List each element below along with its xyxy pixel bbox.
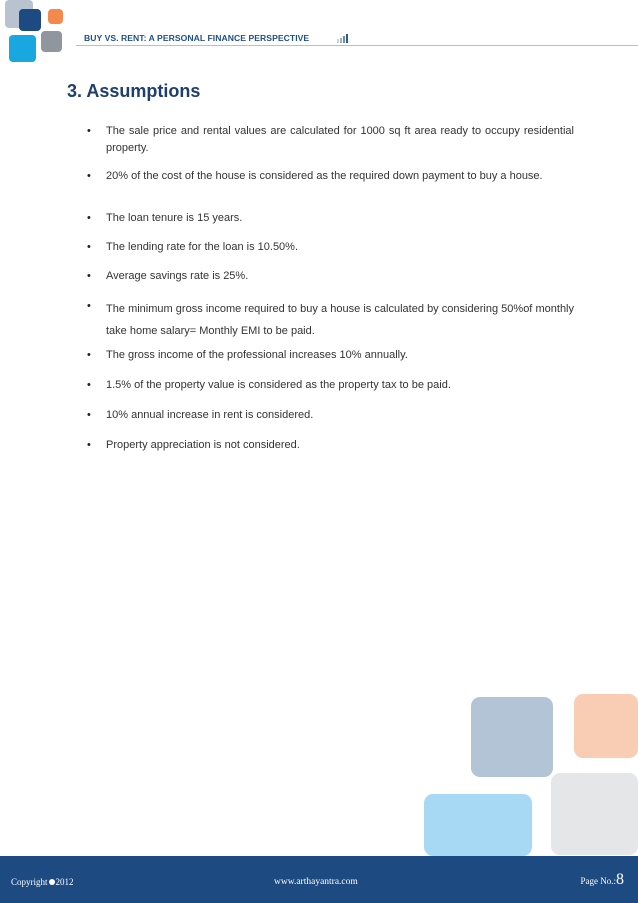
list-item-text: The sale price and rental values are calculated for 1000 sq ft area ready to occupy residential property. — [106, 125, 574, 154]
bullet-icon: • — [87, 241, 91, 253]
copyright-year: 2012 — [55, 877, 74, 887]
footer-page-number — [581, 871, 625, 889]
list-item — [87, 347, 577, 364]
list-item-text: Property appreciation is not considered. — [106, 439, 300, 451]
header-divider — [76, 45, 638, 46]
list-item-text: The loan tenure is 15 years. — [106, 212, 243, 224]
bullet-icon: • — [87, 379, 91, 391]
footer-website-link[interactable]: www.arthayantra.com — [274, 877, 358, 887]
logo-square-navy — [19, 9, 41, 31]
list-item-text: Average savings rate is 25%. — [106, 270, 249, 282]
decorative-square-peach — [574, 694, 638, 758]
header-bar — [343, 36, 345, 43]
list-item — [87, 407, 577, 424]
list-item-text: 1.5% of the property value is considered as the property tax to be paid. — [106, 379, 451, 391]
bullet-icon: • — [87, 349, 91, 361]
logo-square-orange — [48, 9, 63, 24]
bullet-icon: • — [87, 170, 91, 182]
logo-square-gray-mid — [41, 31, 62, 52]
document-header-title: BUY VS. RENT: A PERSONAL FINANCE PERSPECTIVE — [84, 33, 310, 43]
copyright-icon — [49, 879, 55, 885]
bullet-icon: • — [87, 439, 91, 451]
list-item — [87, 210, 577, 227]
list-item-text: 20% of the cost of the house is considered as the required down payment to buy a house. — [106, 170, 543, 182]
header-bar — [337, 39, 339, 43]
bullet-icon: • — [87, 300, 91, 312]
list-item — [87, 437, 577, 454]
page-number-value: 8 — [616, 871, 624, 888]
footer-copyright — [11, 877, 74, 887]
bullet-icon: • — [87, 270, 91, 282]
list-item-text: The lending rate for the loan is 10.50%. — [106, 241, 299, 253]
decorative-square-light-gray — [551, 773, 638, 855]
list-item-text: The minimum gross income required to buy a house is calculated by considering 50%of monthly take home salary= Monthly EMI to be paid. — [106, 303, 574, 337]
decorative-square-slate — [471, 697, 553, 777]
bullet-icon: • — [87, 409, 91, 421]
decorative-square-sky — [424, 794, 532, 856]
header-bar — [340, 38, 342, 43]
list-item — [87, 377, 577, 394]
list-item — [87, 168, 577, 185]
list-item — [87, 298, 577, 342]
bullet-icon: • — [87, 125, 91, 137]
copyright-label: Copyright — [11, 877, 48, 887]
list-item — [87, 239, 577, 256]
list-item — [87, 123, 577, 157]
list-item-text: 10% annual increase in rent is considered. — [106, 409, 314, 421]
logo-square-cyan — [9, 35, 36, 62]
page-footer — [0, 856, 638, 903]
header-bar — [346, 34, 348, 43]
list-item — [87, 268, 577, 285]
page-number-label: Page No.: — [580, 876, 616, 886]
bullet-icon: • — [87, 212, 91, 224]
header-bars-icon — [337, 34, 348, 43]
section-heading: 3. Assumptions — [67, 81, 201, 101]
list-item-text: The gross income of the professional increases 10% annually. — [106, 349, 408, 361]
